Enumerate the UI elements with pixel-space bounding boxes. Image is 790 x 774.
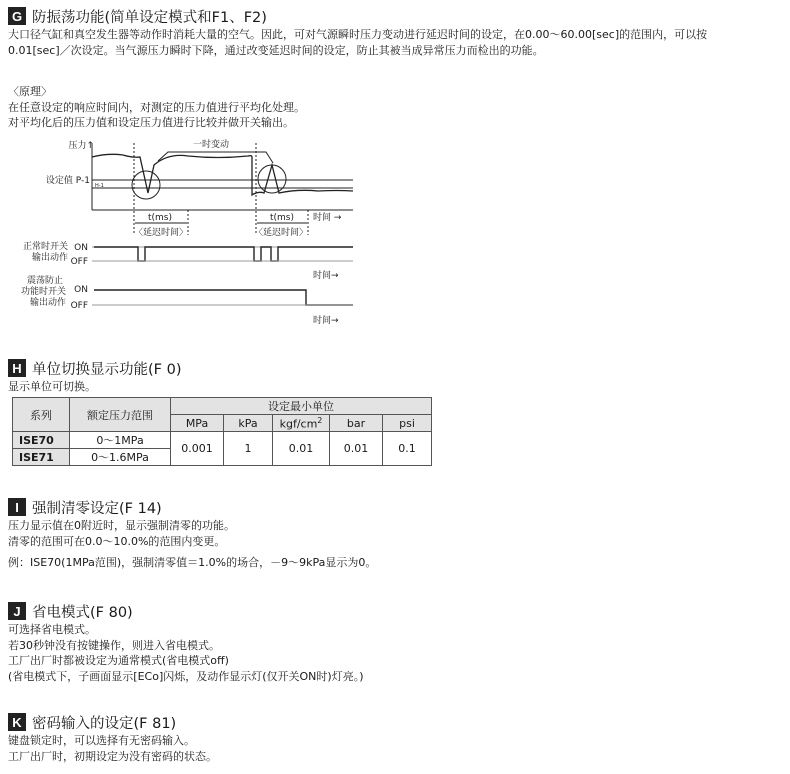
section-badge-j: J xyxy=(8,602,26,620)
value-psi: 0.1 xyxy=(383,432,432,466)
off-label-1: OFF xyxy=(70,257,88,267)
section-badge-k: K xyxy=(8,713,26,731)
hysteresis-label: H-1 xyxy=(95,183,104,189)
section-title-h: 单位切换显示功能(F 0) xyxy=(32,361,182,378)
principle-heading: 〈原理〉 xyxy=(8,85,52,98)
pressure-label: 压力↑ xyxy=(68,141,94,151)
principle-line-2: 对平均化后的压力值和设定压力值进行比较并做开关输出。 xyxy=(8,116,294,129)
spike-circle xyxy=(258,165,286,193)
section-unit-switch xyxy=(8,357,782,395)
i-text-line-3: 例：ISE70(1MPa范围)，强制清零值＝1.0%的场合，－9～9kPa显示为0。 xyxy=(8,556,377,569)
j-text-line-1: 可选择省电模式。 xyxy=(8,623,96,636)
section-password xyxy=(8,711,782,764)
normal-label-1: 正常时开关 xyxy=(22,242,68,252)
series-cell: ISE70 xyxy=(13,432,70,449)
unit-psi: psi xyxy=(383,415,432,432)
j-text-line-4: (省电模式下，子画面显示[ECo]闪烁，及动作显示灯(仅开关ON时)灯亮。) xyxy=(8,669,364,683)
range-cell: 0～1.6MPa xyxy=(70,449,171,466)
i-text-line-2: 清零的范围可在0.0～10.0%的范围内变更。 xyxy=(8,534,226,548)
section-anti-chattering xyxy=(8,5,782,58)
j-text-line-2: 若30秒钟没有按键操作，则进入省电模式。 xyxy=(8,638,220,652)
delay-label-1: 〈延迟时间〉 xyxy=(134,228,189,238)
normal-label-2: 输出动作 xyxy=(31,253,68,263)
series-cell: ISE71 xyxy=(13,449,70,466)
value-bar: 0.01 xyxy=(330,432,383,466)
t-ms-label-2: t(ms) xyxy=(270,213,295,223)
unit-bar: bar xyxy=(330,415,383,432)
unit-table xyxy=(12,397,432,466)
timing-diagram xyxy=(8,135,358,335)
g-text-line-1: 大口径气缸和真空发生器等动作时消耗大量的空气。因此，可对气源瞬时压力变动进行延迟时间的设定，在0.00～60.00[sec]的范围内，可以按 xyxy=(8,28,708,41)
section-badge-g: G xyxy=(8,7,26,25)
j-text-line-3: 工厂出厂时都被设定为通常模式(省电模式off) xyxy=(8,654,229,667)
col-min-unit: 设定最小单位 xyxy=(171,398,432,415)
section-badge-i: I xyxy=(8,498,26,516)
delay-label-2: 〈延迟时间〉 xyxy=(254,228,309,238)
col-range: 额定压力范围 xyxy=(70,398,171,432)
principle-line-1: 在任意设定的响应时间内，对测定的压力值进行平均化处理。 xyxy=(8,100,305,114)
section-power-save xyxy=(8,600,782,684)
unit-mpa: MPa xyxy=(171,415,224,432)
section-title-k: 密码输入的设定(F 81) xyxy=(32,715,177,732)
off-label-2: OFF xyxy=(70,301,88,311)
range-cell: 0～1MPa xyxy=(70,432,171,449)
t-ms-label-1: t(ms) xyxy=(148,213,173,223)
time-label-3: 时间→ xyxy=(313,316,339,326)
section-badge-h: H xyxy=(8,359,26,377)
section-title-i: 强制清零设定(F 14) xyxy=(32,500,162,517)
col-series: 系列 xyxy=(13,398,70,432)
table-row xyxy=(13,432,432,449)
pressure-curve xyxy=(92,154,353,195)
setpoint-label: 设定值 P-1 xyxy=(45,176,90,186)
osc-output-wave xyxy=(94,290,353,305)
g-text-line-2: 0.01[sec]／次设定。当气源压力瞬时下降，通过改变延迟时间的设定，防止其被当成异常压力而检出的功能。 xyxy=(8,43,544,57)
value-kpa: 1 xyxy=(224,432,273,466)
osc-label-1: 震荡防止 xyxy=(26,276,63,286)
k-text-line-2: 工厂出厂时，初期设定为没有密码的状态。 xyxy=(8,749,217,763)
osc-label-2: 功能时开关 xyxy=(20,287,66,297)
i-text-line-1: 压力显示值在0附近时，显示强制清零的功能。 xyxy=(8,519,235,532)
value-kgf: 0.01 xyxy=(273,432,330,466)
time-label-1: 时间 → xyxy=(313,213,342,223)
section-title-j: 省电模式(F 80) xyxy=(32,604,133,621)
principle-block xyxy=(8,84,782,131)
section-title-g: 防振荡功能(简单设定模式和F1、F2) xyxy=(32,9,267,26)
normal-output-wave xyxy=(94,247,353,261)
on-label-2: ON xyxy=(74,285,88,295)
unit-kgf-sup: 2 xyxy=(317,415,323,425)
unit-kgf xyxy=(273,415,330,432)
unit-kgf-text: kgf/cm xyxy=(279,417,318,431)
momentary-label: 一时变动 xyxy=(193,140,230,150)
value-mpa: 0.001 xyxy=(171,432,224,466)
h-text-line: 显示单位可切换。 xyxy=(8,380,96,393)
k-text-line-1: 键盘锁定时，可以选择有无密码输入。 xyxy=(8,734,195,747)
time-label-2: 时间→ xyxy=(313,271,339,281)
on-label-1: ON xyxy=(74,243,88,253)
osc-label-3: 输出动作 xyxy=(29,298,66,308)
unit-kpa: kPa xyxy=(224,415,273,432)
section-force-zero xyxy=(8,496,782,571)
